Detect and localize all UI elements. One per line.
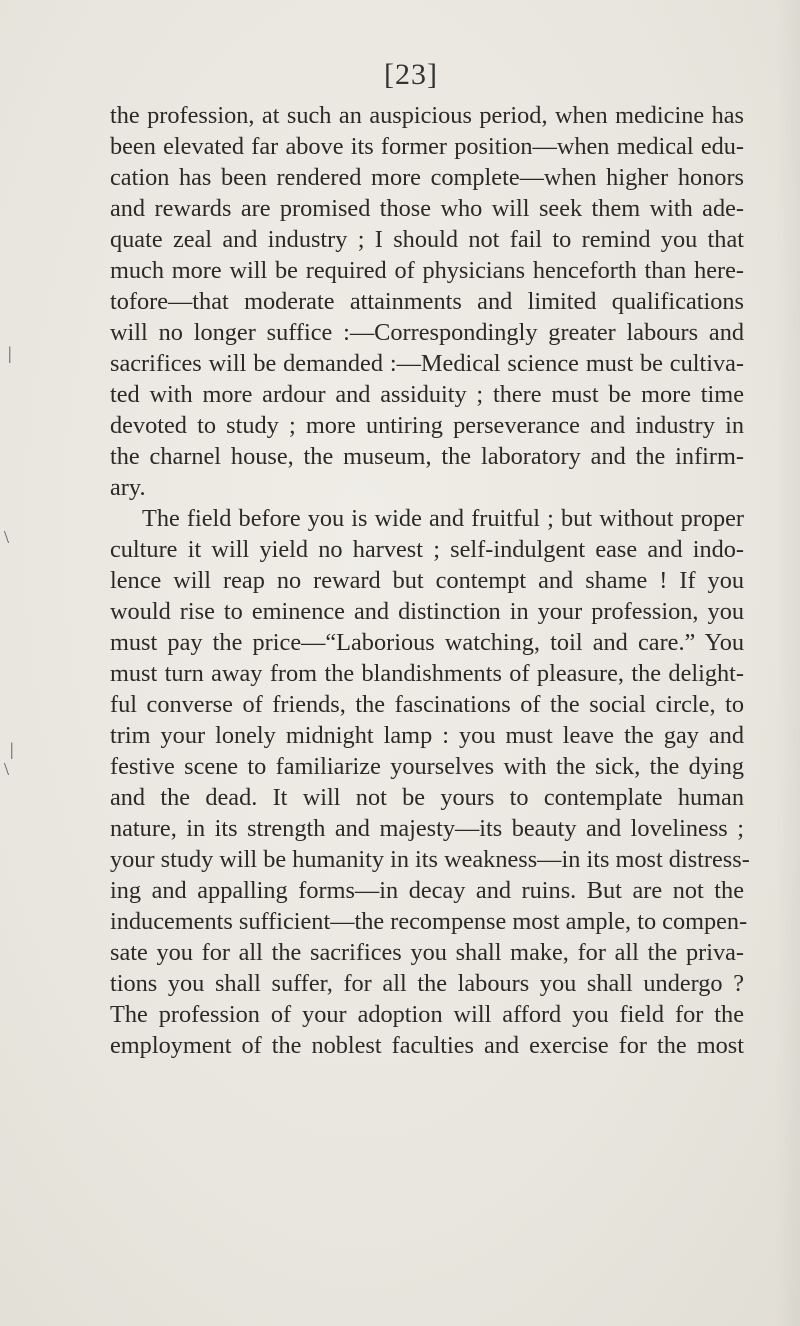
text-line-31: employment of the noblest faculties and exercise for the most (110, 1032, 744, 1059)
margin-tick-mark: | (8, 343, 12, 363)
text-line-17: would rise to eminence and distinction in your profession, you (110, 598, 744, 625)
text-line-21: trim your lonely midnight lamp : you must leave the gay and (110, 722, 744, 749)
text-line-24: nature, in its strength and majesty—its beauty and loveliness ; (110, 815, 744, 842)
text-line-13: ary. (110, 474, 146, 501)
text-line-26: ing and appalling forms—in decay and ruins. But are not the (110, 877, 744, 904)
text-line-29: tions you shall suffer, for all the labours you shall undergo ? (110, 970, 744, 997)
margin-tick-mark: | (10, 739, 14, 759)
text-line-19: must turn away from the blandishments of pleasure, the delight- (110, 660, 744, 687)
text-line-23: and the dead. It will not be yours to contemplate human (110, 784, 744, 811)
text-line-18: must pay the price—“Laborious watching, toil and care.” You (110, 629, 744, 656)
page-number: [23] (384, 58, 438, 91)
text-line-3: cation has been rendered more complete—when higher honors (110, 164, 744, 191)
text-line-28: sate you for all the sacrifices you shall make, for all the priva- (110, 939, 744, 966)
text-line-4: and rewards are promised those who will seek them with ade- (110, 195, 744, 222)
text-line-10: ted with more ardour and assiduity ; there must be more time (110, 381, 744, 408)
text-line-1: the profession, at such an auspicious period, when medicine has (110, 102, 744, 129)
text-line-22: festive scene to familiarize yourselves with the sick, the dying (110, 753, 744, 780)
text-line-16: lence will reap no reward but contempt and shame ! If you (110, 567, 744, 594)
text-line-5: quate zeal and industry ; I should not fail to remind you that (110, 226, 744, 253)
text-line-15: culture it will yield no harvest ; self-indulgent ease and indo- (110, 536, 744, 563)
text-line-27: inducements sufficient—the recompense most ample, to compen- (110, 908, 748, 935)
text-line-11: devoted to study ; more untiring perseverance and industry in (110, 412, 744, 439)
text-line-7: tofore—that moderate attainments and limited qualifications (110, 288, 744, 315)
text-line-6: much more will be required of physicians henceforth than here- (110, 257, 744, 284)
text-line-9: sacrifices will be demanded :—Medical science must be cultiva- (110, 350, 744, 377)
text-line-30: The profession of your adoption will afford you field for the (110, 1001, 744, 1028)
text-line-8: will no longer suffice :—Correspondingly greater labours and (110, 319, 744, 346)
margin-tick-mark: \ (4, 759, 10, 779)
margin-tick-mark: \ (4, 527, 10, 547)
text-line-12: the charnel house, the museum, the laboratory and the infirm- (110, 443, 744, 470)
text-line-20: ful converse of friends, the fascinations of the social circle, to (110, 691, 744, 718)
page-edge-shadow (775, 0, 800, 1326)
text-line-14: The field before you is wide and fruitful ; but without proper (142, 505, 744, 532)
text-line-2: been elevated far above its former position—when medical edu- (110, 133, 744, 160)
text-line-25: your study will be humanity in its weakness—in its most distress- (110, 846, 750, 873)
